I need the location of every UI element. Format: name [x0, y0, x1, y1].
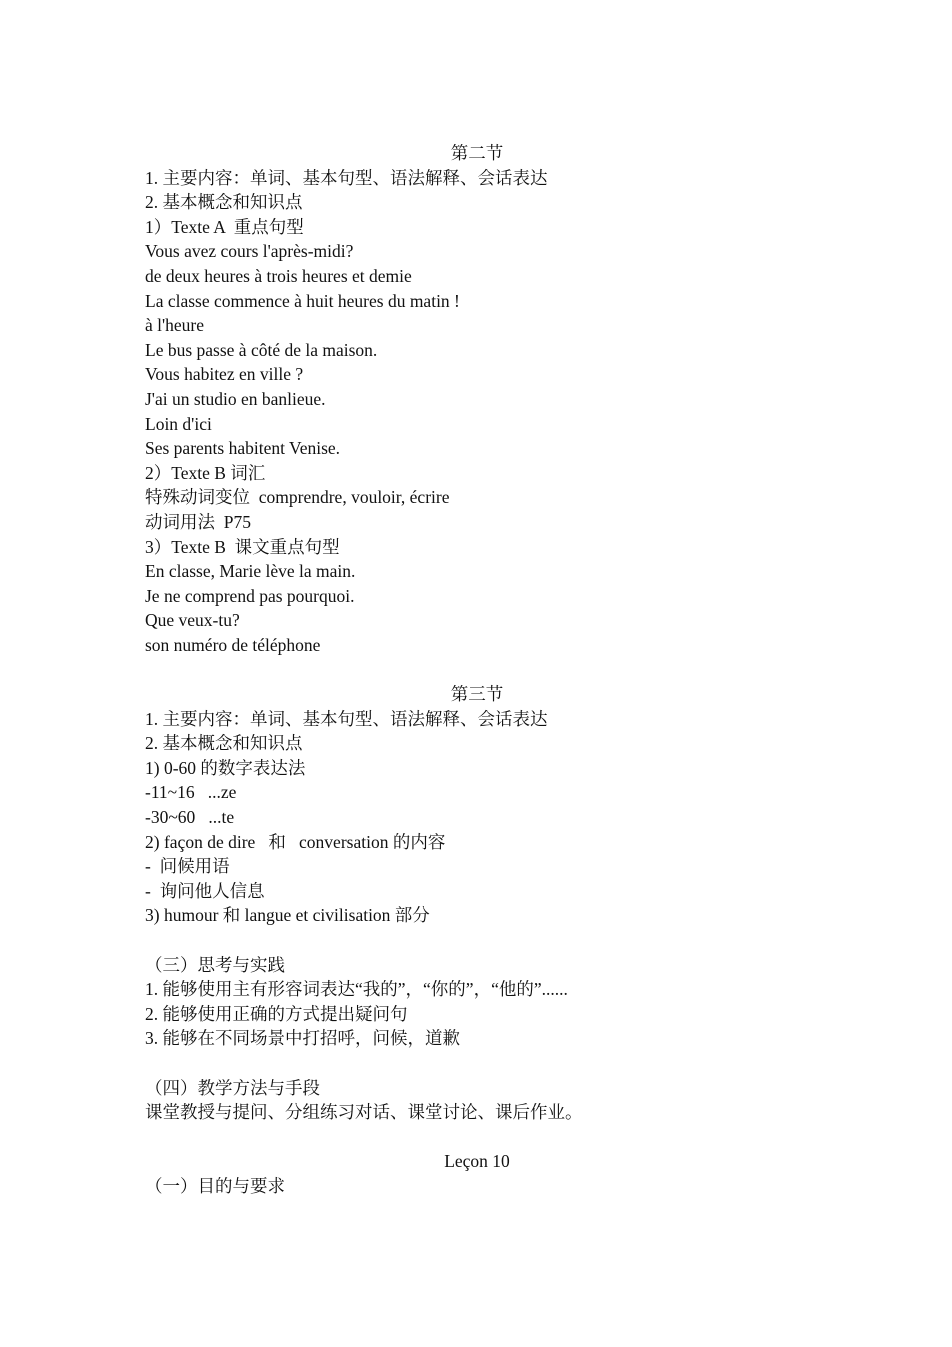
text-line: 1. 能够使用主有形容词表达“我的”，“你的”，“他的”......	[145, 979, 568, 1000]
text-line: 2）Texte B 词汇	[145, 462, 266, 483]
text-line: Je ne comprend pas pourquoi.	[145, 585, 355, 606]
text-line: 动词用法 P75	[145, 511, 251, 532]
text-line: 1. 主要内容：单词、基本句型、语法解释、会话表达	[145, 167, 548, 188]
text-line: J'ai un studio en banlieue.	[145, 388, 326, 409]
text-line: Ses parents habitent Venise.	[145, 438, 341, 459]
blank-line	[145, 657, 815, 682]
text-line: 特殊动词变位 comprendre, vouloir, écrire	[145, 487, 450, 508]
blank-line	[145, 1051, 815, 1076]
section-heading-3: 第三节	[450, 684, 504, 705]
practice-heading: （三）思考与实践	[145, 954, 285, 975]
text-line: En classe, Marie lève la main.	[145, 561, 356, 582]
text-line: 2. 能够使用正确的方式提出疑问句	[145, 1003, 408, 1024]
blank-line	[145, 928, 815, 953]
text-line: 3. 能够在不同场景中打招呼，问候，道歉	[145, 1028, 460, 1049]
lesson-subheading: （一）目的与要求	[145, 1175, 285, 1196]
text-line: Vous habitez en ville ?	[145, 364, 304, 385]
practice-body	[145, 977, 815, 1051]
text-line: 2. 基本概念和知识点	[145, 192, 303, 213]
text-line: 1）Texte A 重点句型	[145, 216, 304, 237]
text-line: 2) façon de dire 和 conversation 的内容	[145, 831, 446, 852]
section-3-body	[145, 707, 815, 928]
text-line: Vous avez cours l'après-midi?	[145, 241, 354, 262]
text-line: 3) humour 和 langue et civilisation 部分	[145, 905, 430, 926]
text-line: 1) 0-60 的数字表达法	[145, 757, 306, 778]
text-line: Le bus passe à côté de la maison.	[145, 339, 378, 360]
text-line: -11~16 ...ze	[145, 782, 237, 803]
text-line: 3）Texte B 课文重点句型	[145, 536, 340, 557]
text-line: 课堂教授与提问、分组练习对话、课堂讨论、课后作业。	[145, 1102, 583, 1123]
text-line: de deux heures à trois heures et demie	[145, 265, 412, 286]
text-line: -30~60 ...te	[145, 807, 235, 828]
text-line: La classe commence à huit heures du matin !	[145, 290, 460, 311]
text-line: son numéro de téléphone	[145, 634, 321, 655]
lesson-heading: Leçon 10	[444, 1151, 510, 1172]
section-heading-2: 第二节	[450, 143, 504, 163]
text-line: Que veux-tu?	[145, 610, 240, 631]
section-2-body	[145, 166, 815, 658]
text-line: - 询问他人信息	[145, 880, 265, 901]
document-body	[145, 141, 815, 1199]
text-line: à l'heure	[145, 315, 205, 336]
text-line: 1. 主要内容：单词、基本句型、语法解释、会话表达	[145, 708, 548, 729]
text-line: 2. 基本概念和知识点	[145, 733, 303, 754]
text-line: - 问候用语	[145, 856, 230, 877]
text-line: Loin d'ici	[145, 413, 212, 434]
methods-heading: （四）教学方法与手段	[145, 1077, 320, 1098]
blank-line	[145, 1125, 815, 1150]
